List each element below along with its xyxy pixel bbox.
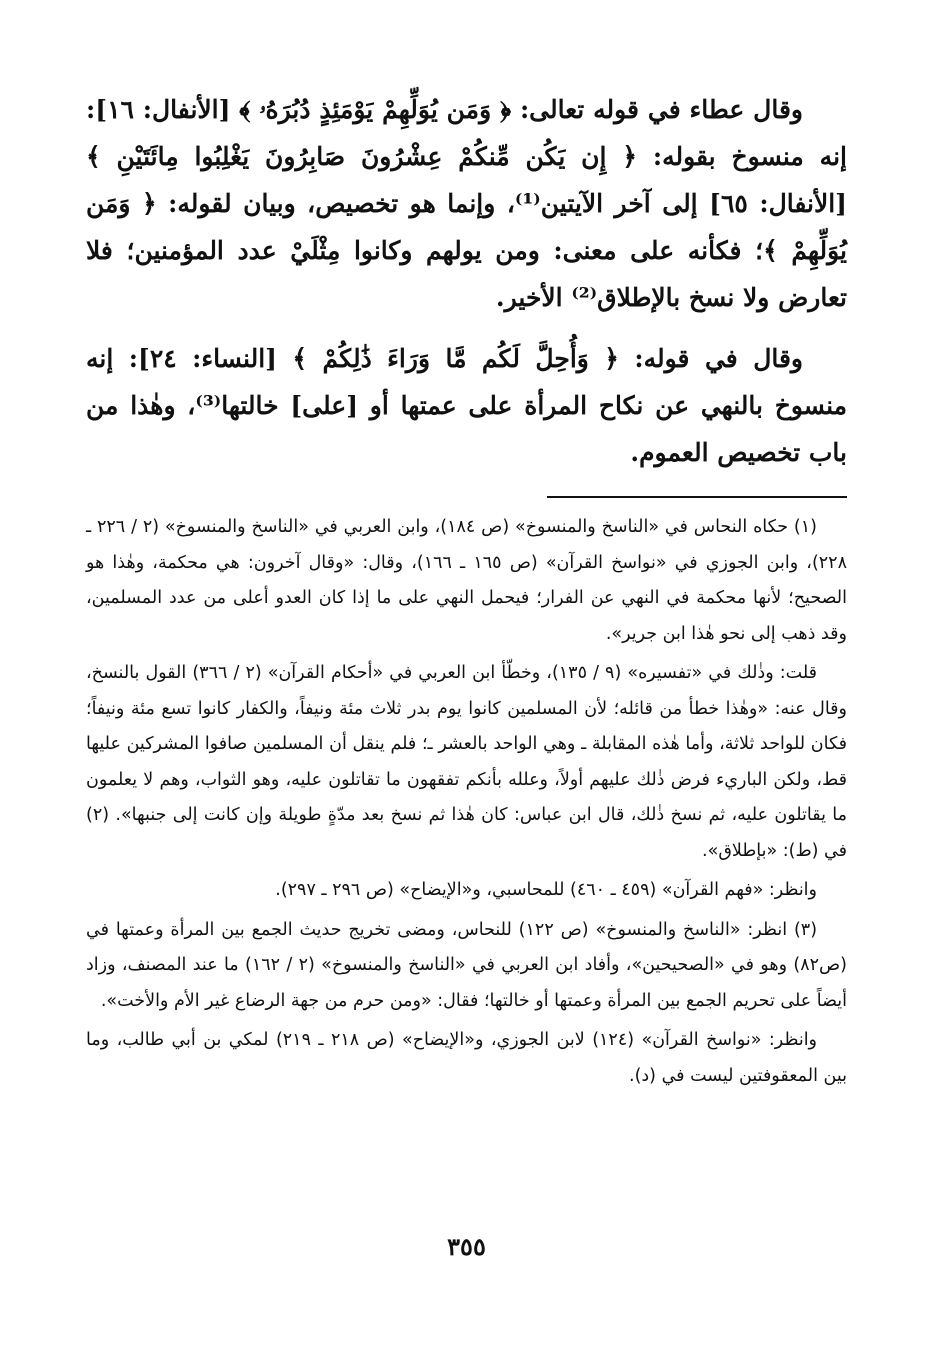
main-text <box>86 86 847 490</box>
footnote-paragraph: قلت: وذٰلك في «تفسيره» (٩ / ١٣٥)، وخطّأ ابن العربي في «أحكام القرآن» (٢ / ٣٦٦) القول بالنسخ، وقال عنه: «وهٰذا خطأ من قائله؛ لأن المسلمين كانوا يوم بدر ثلاث مئة ونيفاً، والكفار كانوا تسع مئة ونيفاً؛ فكان للواحد ثلاثة، وأما هٰذه المقابلة ـ وهي الواحد بالعشر ـ؛ فلم ينقل أن المسلمين صافوا المشركين عليها قط، ولكن الباريء فرض ذٰلك عليهم أولاً، وعلله بأنكم تفقهون ما تقاتلون عليه، وهو الثواب، وهم لا يعلمون ما يقاتلون عليه، ثم نسخ ذٰلك، قال ابن عباس: كان هٰذا ثم نسخ بعد مدّةٍ طويلة وإن كانت إلى جنبها». (٢) في (ط): «بإطلاق». <box>86 663 847 861</box>
main-paragraph: وقال في قوله: ﴿ وَأُحِلَّ لَكُم مَّا وَرَاءَ ذَٰلِكُمْ ﴾ [النساء: ٢٤]: إنه منسوخ بالنهي عن نكاح المرأة على عمتها أو [على] خالتها⁽³⁾، وهٰذا من باب تخصيص العموم. <box>86 344 848 467</box>
footnote-paragraph: وانظر: «فهم القرآن» (٤٥٩ ـ ٤٦٠) للمحاسبي، و«الإيضاح» (ص ٢٩٦ ـ ٢٩٧). <box>275 880 817 900</box>
page-number: ٣٥٥ <box>447 1232 486 1261</box>
main-paragraph: وقال عطاء في قوله تعالى: ﴿ وَمَن يُوَلِّهِمْ يَوْمَئِذٍ دُبُرَهُۥ ﴾ [الأنفال: ١٦]: إنه منسوخ بقوله: ﴿ إِن يَكُن مِّنكُمْ عِشْرُونَ صَابِرُونَ يَغْلِبُوا مِائَتَيْنِ ﴾ [الأنفال: ٦٥] إلى آخر الآيتين⁽¹⁾، وإنما هو تخصيص، وبيان لقوله: ﴿ وَمَن يُوَلِّهِمْ ﴾؛ فكأنه على معنى: ومن يولهم وكانوا مِثْلَيْ عدد المؤمنين؛ فلا تعارض ولا نسخ بالإطلاق⁽²⁾ الأخير. <box>86 95 847 312</box>
footnote-paragraph: وانظر: «نواسخ القرآن» (١٢٤) لابن الجوزي، و«الإيضاح» (ص ٢١٨ ـ ٢١٩) لمكي بن أبي طالب، وما بين المعقوفتين ليست في (د). <box>86 1030 847 1086</box>
footnote-divider <box>547 496 847 498</box>
footnote-paragraph: (١) حكاه النحاس في «الناسخ والمنسوخ» (ص ١٨٤)، وابن العربي في «الناسخ والمنسوخ» (٢ / ٢٢٦ ـ ٢٢٨)، وابن الجوزي في «نواسخ القرآن» (ص ١٦٥ ـ ١٦٦)، وقال: «وقال آخرون: هي محكمة، وهٰذا هو الصحيح؛ لأنها محكمة في النهي عن الفرار؛ فيحمل النهي على ما إذا كان العدو أعلى من عدد المسلمين، وقد ذهب إلى نحو هٰذا ابن جرير». <box>86 517 847 644</box>
footnote-paragraph: (٣) انظر: «الناسخ والمنسوخ» (ص ١٢٢) للنحاس، ومضى تخريج حديث الجمع بين المرأة وعمتها في (ص٨٢) وهو في «الصحيحين»، وأفاد ابن العربي في «الناسخ والمنسوخ» (٢ / ١٦٢) ما عند المصنف، وزاد أيضاً على تحريم الجمع بين المرأة وعمتها أو خالتها؛ فقال: «ومن حرم من جهة الرضاع غير الأم والأخت». <box>86 919 847 1011</box>
footnotes <box>86 510 847 1098</box>
